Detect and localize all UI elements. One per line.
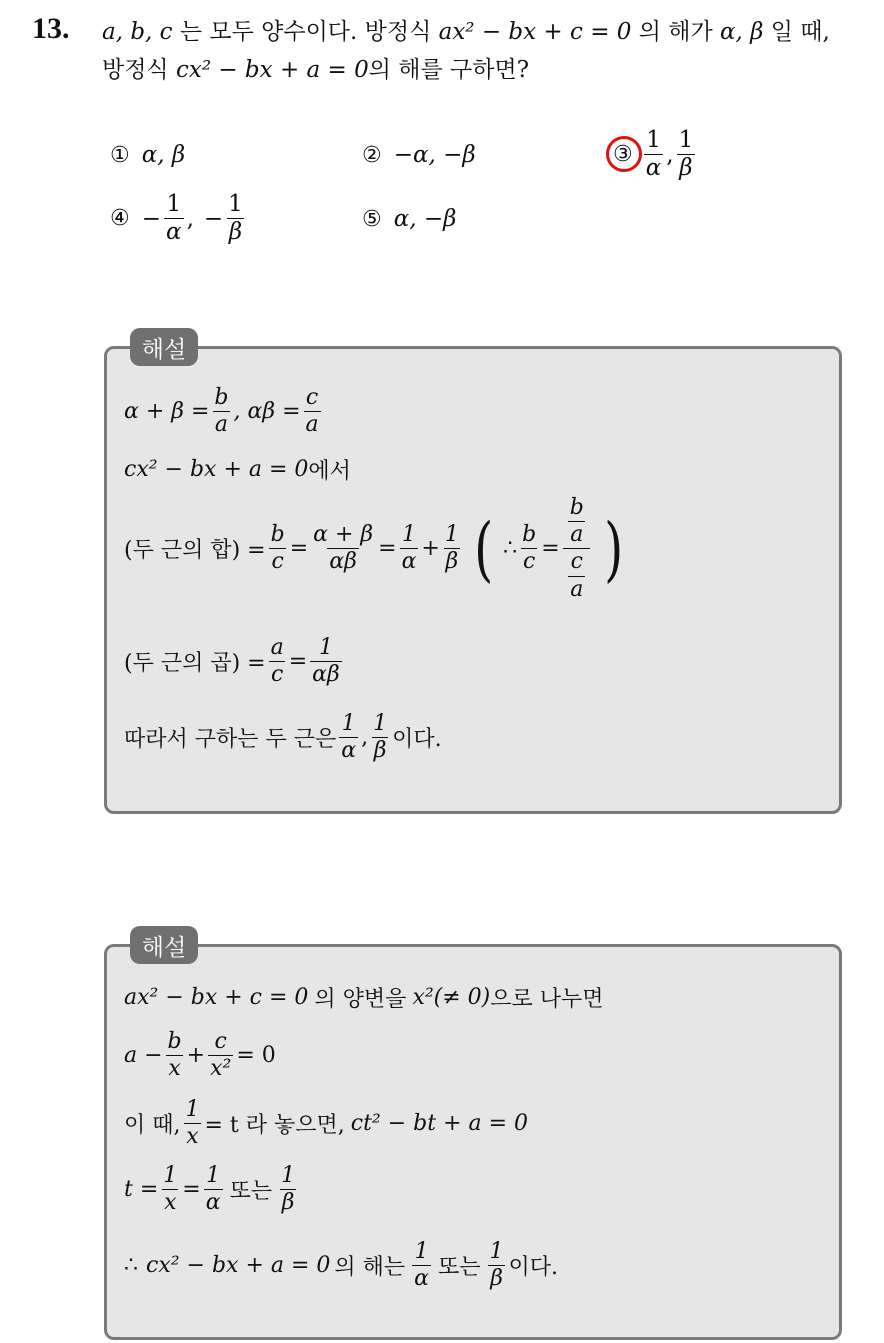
expr: cx² − bx + a = 0 <box>146 1253 331 1279</box>
problem-roots: α, β <box>720 19 764 45</box>
numerator: 1 <box>678 127 694 153</box>
numerator: 1 <box>444 522 459 548</box>
denominator: c <box>523 549 536 575</box>
denominator: a <box>305 412 319 438</box>
solution1-line-4 <box>124 636 345 687</box>
numerator: 1 <box>489 1239 504 1264</box>
operator: = <box>541 536 560 562</box>
fraction <box>304 386 321 437</box>
problem-text: 방정식 <box>102 57 169 83</box>
fraction <box>568 550 585 601</box>
separator: , <box>186 205 194 232</box>
text: 으로 나누면 <box>490 987 604 1012</box>
numerator: 1 <box>414 1239 429 1264</box>
choice-marker: ④ <box>110 206 130 232</box>
expr: cx² − bx + a = 0 <box>124 457 309 482</box>
numerator: b <box>569 495 584 520</box>
choice-5[interactable] <box>362 206 456 232</box>
numerator: 1 <box>318 635 333 660</box>
problem-text: 의 해가 <box>638 19 713 45</box>
denominator: α <box>341 738 357 764</box>
operator: + <box>186 1043 206 1069</box>
numerator: c <box>214 1029 227 1054</box>
fraction <box>166 1030 184 1081</box>
choice-marker: ② <box>362 142 382 168</box>
fraction <box>488 1240 506 1291</box>
choice-marker: ③ <box>613 142 633 168</box>
solution2-line-3 <box>124 1098 528 1149</box>
fraction <box>204 1164 223 1215</box>
denominator: c <box>271 549 284 575</box>
text: = t 라 놓으면, <box>204 1113 345 1139</box>
operator: = <box>288 649 308 675</box>
choice-text: α, −β <box>393 206 457 232</box>
numerator: 1 <box>163 1163 178 1188</box>
denominator: c <box>270 662 284 688</box>
denominator: α <box>645 155 662 182</box>
solution2-line-4 <box>124 1164 300 1215</box>
solution1-line-1 <box>124 386 324 437</box>
numerator: 1 <box>373 711 388 736</box>
fraction <box>269 523 287 574</box>
choice-4[interactable] <box>110 192 248 246</box>
numerator <box>563 496 591 548</box>
fraction <box>161 1164 179 1215</box>
denominator: x <box>168 1056 181 1082</box>
operator: + <box>421 536 440 562</box>
choice-text: α, β <box>141 142 186 168</box>
solution2-line-1 <box>124 982 604 1013</box>
denominator: αβ <box>329 549 357 575</box>
expr: x²(≠ 0) <box>412 985 491 1010</box>
fraction <box>279 1164 297 1215</box>
numerator: 1 <box>206 1163 221 1188</box>
denominator: α <box>205 1190 221 1216</box>
left-paren: ( <box>473 507 494 590</box>
text: 에서 <box>308 459 351 484</box>
expr: ax² − bx + c = 0 <box>124 985 309 1010</box>
fraction <box>400 523 419 574</box>
solution1-line-5 <box>124 712 442 763</box>
fraction <box>184 1098 202 1149</box>
denominator: a <box>570 522 584 548</box>
text: 이 때, <box>124 1113 181 1139</box>
choice-1[interactable] <box>110 142 185 168</box>
fraction <box>212 386 230 437</box>
separator: , <box>361 725 369 751</box>
numerator: 1 <box>341 711 356 736</box>
operator: = <box>378 536 397 562</box>
solution2-line-2 <box>124 1030 276 1081</box>
numerator: 1 <box>228 191 243 217</box>
denominator: a <box>214 412 229 438</box>
fraction <box>310 636 342 687</box>
numerator: b <box>167 1029 182 1054</box>
denominator: x² <box>210 1056 232 1082</box>
solution1-line-2 <box>124 454 351 485</box>
fraction <box>269 636 286 687</box>
expr: ct² − bt + a = 0 <box>350 1111 529 1137</box>
denominator: β <box>490 1266 503 1292</box>
denominator: β <box>281 1190 295 1216</box>
choice-marker: ① <box>110 142 130 168</box>
denominator: β <box>679 155 693 182</box>
choice-3[interactable] <box>613 128 698 182</box>
numerator: 1 <box>166 191 182 217</box>
numerator: b <box>214 385 229 410</box>
problem-vars: a, b, c <box>102 19 173 45</box>
fraction <box>677 128 696 182</box>
expr: a − <box>124 1043 163 1069</box>
choice-marker: ⑤ <box>362 206 382 232</box>
problem-text: 는 모두 양수이다. 방정식 <box>179 19 432 45</box>
solution-tag-1: 해설 <box>130 328 198 366</box>
operator: = <box>182 1177 201 1203</box>
operator: = 0 <box>236 1043 276 1069</box>
denominator: β <box>445 549 459 575</box>
numerator: a <box>270 635 284 660</box>
denominator: α <box>166 219 182 246</box>
solution2-line-5 <box>124 1240 558 1291</box>
therefore-sign: ∴ <box>503 536 518 562</box>
numerator: c <box>305 385 319 410</box>
therefore-sign: ∴ <box>124 1253 138 1279</box>
numerator: α + β <box>313 522 374 548</box>
denominator: x <box>186 1124 199 1150</box>
denominator: α <box>401 549 417 575</box>
fraction <box>311 523 375 574</box>
problem-statement-line-2 <box>102 54 529 86</box>
expr: , αβ = <box>233 399 301 425</box>
fraction <box>443 523 461 574</box>
fraction <box>339 712 358 763</box>
denominator <box>563 548 590 601</box>
numerator: 1 <box>281 1163 296 1188</box>
problem-text: 의 해를 구하면? <box>368 57 530 83</box>
denominator: β <box>228 219 243 246</box>
fraction <box>412 1240 431 1291</box>
expr: α + β = <box>124 399 210 425</box>
fraction <box>520 523 538 574</box>
numerator: b <box>270 522 285 548</box>
choice-2[interactable] <box>362 142 476 168</box>
denominator: x <box>164 1190 177 1216</box>
problem-text: 일 때, <box>770 19 830 45</box>
numerator: b <box>522 522 537 548</box>
right-paren: ) <box>603 507 624 590</box>
fraction <box>164 192 184 246</box>
problem-equation: cx² − bx + a = 0 <box>175 57 369 83</box>
text: 이다. <box>392 727 442 753</box>
fraction <box>226 192 245 246</box>
problem-number: 13. <box>32 12 70 45</box>
text: 또는 <box>438 1255 481 1281</box>
text: (두 근의 합) = <box>124 538 266 564</box>
minus-sign: − <box>203 205 224 232</box>
fraction <box>208 1030 233 1081</box>
problem-equation: ax² − bx + c = 0 <box>438 19 632 45</box>
numerator: 1 <box>185 1097 200 1122</box>
denominator: α <box>414 1266 430 1292</box>
choice-text: −α, −β <box>393 142 476 168</box>
solution1-line-3 <box>124 496 633 602</box>
denominator: αβ <box>312 662 340 688</box>
denominator: β <box>373 738 387 764</box>
text: 의 해는 <box>334 1255 406 1281</box>
text: 의 양변을 <box>314 987 407 1012</box>
text: 또는 <box>229 1179 273 1205</box>
denominator: a <box>570 576 584 602</box>
separator: , <box>666 141 674 168</box>
numerator: 1 <box>401 522 416 548</box>
expr: t = <box>124 1177 159 1203</box>
fraction <box>568 496 586 547</box>
solution-tag-2: 해설 <box>130 926 198 964</box>
text: 따라서 구하는 두 근은 <box>124 727 337 753</box>
problem-statement-line-1 <box>102 16 830 48</box>
numerator: 1 <box>646 127 661 153</box>
text: 이다. <box>508 1255 559 1281</box>
operator: = <box>289 536 309 562</box>
fraction <box>644 128 664 182</box>
text: (두 근의 곱) = <box>124 651 266 677</box>
numerator: c <box>570 549 583 575</box>
fraction <box>371 712 389 763</box>
compound-fraction <box>563 496 591 602</box>
minus-sign: − <box>141 205 162 232</box>
